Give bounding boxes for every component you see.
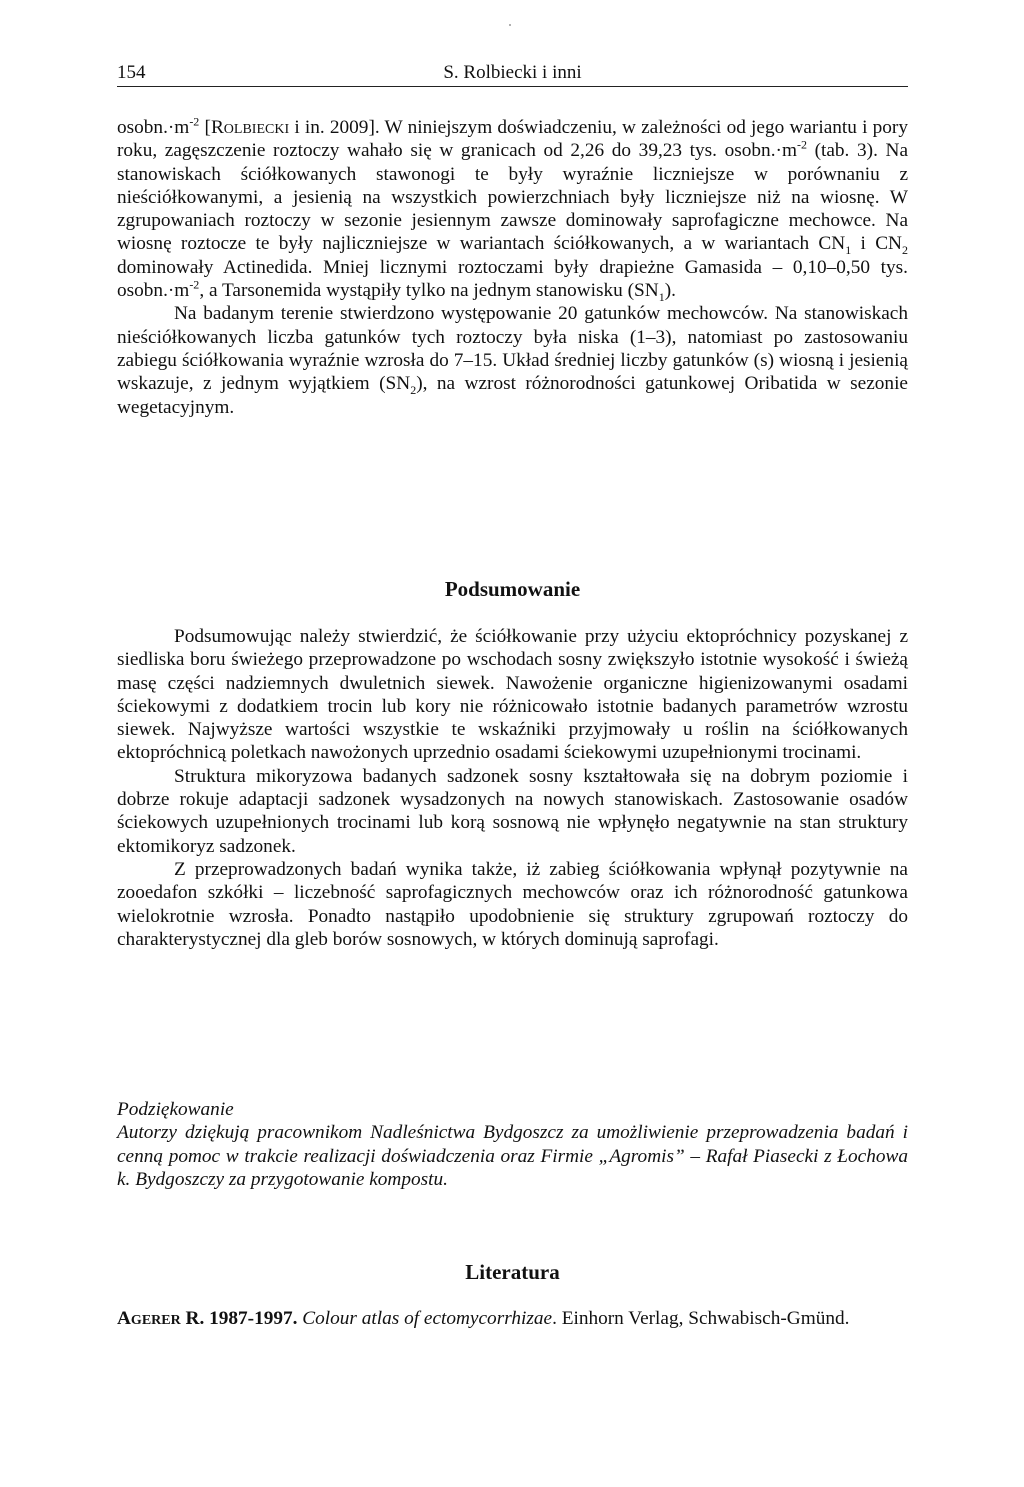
reference-title: Colour atlas of ectomycorrhizae	[302, 1308, 553, 1329]
reference-author: Agerer R.	[117, 1308, 205, 1329]
citation-author: Rolbiecki	[210, 117, 290, 138]
page-number: 154	[117, 62, 146, 83]
results-paragraph-1: $osobn.\cdot m^{-2}$ [Rolbiecki i in. 2009]. W niniejszym doświadczeniu, w zależności od jego wariantu i pory roku, zagęszczenie roztoczy wahało się w granicach od 2,26 do 39,23 tys. $osobn.\cdot m^{-2}$ (tab. 3). Na stanowiskach ściółkowanych stawonogi te były wyraźnie liczniejsze w porównaniu z nieściółkowanymi, a jesienią na wszystkich powierzchniach były liczniejsze niż na wiosnę. W zgrupowaniach roztoczy w sezonie jesiennym zawsze dominowały saprofagiczne mechowce. Na wiosnę roztocze te były najliczniejsze w wariantach ściółkowanych, a w wariantach $CN_1$ i $CN_2$ dominowały Actinedida. Mniej licznymi roztoczami były drapieżne Gamasida – 0,10–0,50 tys. $osobn.\cdot m^{-2}$, a Tarsonemida wystąpiły tylko na jednym stanowisku $(SN_1)$.	[117, 114, 908, 304]
literature-heading: Literatura	[465, 1260, 560, 1284]
acknowledgement	[117, 1098, 908, 1191]
results-paragraph-2: Na badanym terenie stwierdzono występowanie 20 gatunków mechowców. Na stanowiskach nieściółkowanych liczba gatunków tych roztoczy była niska (1–3), natomiast po zastosowaniu zabiegu ściółkowania wyraźnie wzrosła do 7–15. Układ średniej liczby gatunków (s) wiosną i jesienią wskazuje, z jednym wyjątkiem $(SN_2)$, na wzrost różnorodności gatunkowej Oribatida w sezonie wegetacyjnym.	[117, 303, 908, 418]
reference-list	[117, 1307, 908, 1330]
summary-paragraph-1: Podsumowując należy stwierdzić, że ściółkowanie przy użyciu ektopróchnicy pozyskanej z siedliska boru świeżego przeprowadzone po wschodach sosny zwiększyło istotnie wysokość i świeżą masę części nadziemnych dwuletnich siewek. Nawożenie organiczne higienizowanymi osadami ściekowymi z dodatkiem trocin lub kory nie różnicowało istotnie badanych parametrów wzrostu siewek. Najwyższe wartości wszystkie te wskaźniki przyjmowały u roślin na ściółkowanych ektopróchnicą poletkach nawożonych uprzednio osadami ściekowymi uzupełnionymi trocinami.	[117, 626, 908, 764]
results-text	[117, 116, 908, 419]
summary-heading: Podsumowanie	[444, 577, 581, 601]
scan-speck	[509, 24, 511, 26]
running-title: S. Rolbiecki i inni	[443, 62, 582, 83]
summary-paragraph-3: Z przeprowadzonych badań wynika także, iż zabieg ściółkowania wpłynął pozytywnie na zooedafon szkółki – liczebność saprofagicznych mechowców oraz ich różnorodność gatunkowa wielokrotnie wzrosła. Ponadto nastąpiło upodobnienie się struktury zgrupowań roztoczy do charakterystycznej dla gleb borów sosnowych, w których dominują saprofagi.	[117, 858, 908, 950]
acknowledgement-title: Podziękowanie	[117, 1099, 234, 1120]
acknowledgement-text: Autorzy dziękują pracownikom Nadleśnictwa Bydgoszcz za umożliwienie przeprowadzenia badań i cenną pomoc w trakcie realizacji doświadczenia oraz Firmie „Agromis” – Rafał Piasecki z Łochowa k. Bydgoszczy za przygotowanie kompostu.	[117, 1122, 908, 1190]
reference-item: Agerer R. 1987-1997. Colour atlas of ectomycorrhizae. Einhorn Verlag, Schwabisch-Gmünd.	[117, 1308, 850, 1329]
summary-text	[117, 625, 908, 951]
page-header	[117, 62, 908, 87]
summary-paragraph-2: Struktura mikoryzowa badanych sadzonek sosny kształtowała się na dobrym poziomie i dobrze rokuje adaptacji sadzonek wysadzonych na nowych stanowiskach. Zastosowanie osadów ściekowych uzupełnionych trocinami lub korą sosnową nie wpłynęło negatywnie na stan struktury ektomikoryz sadzonek.	[117, 765, 908, 857]
